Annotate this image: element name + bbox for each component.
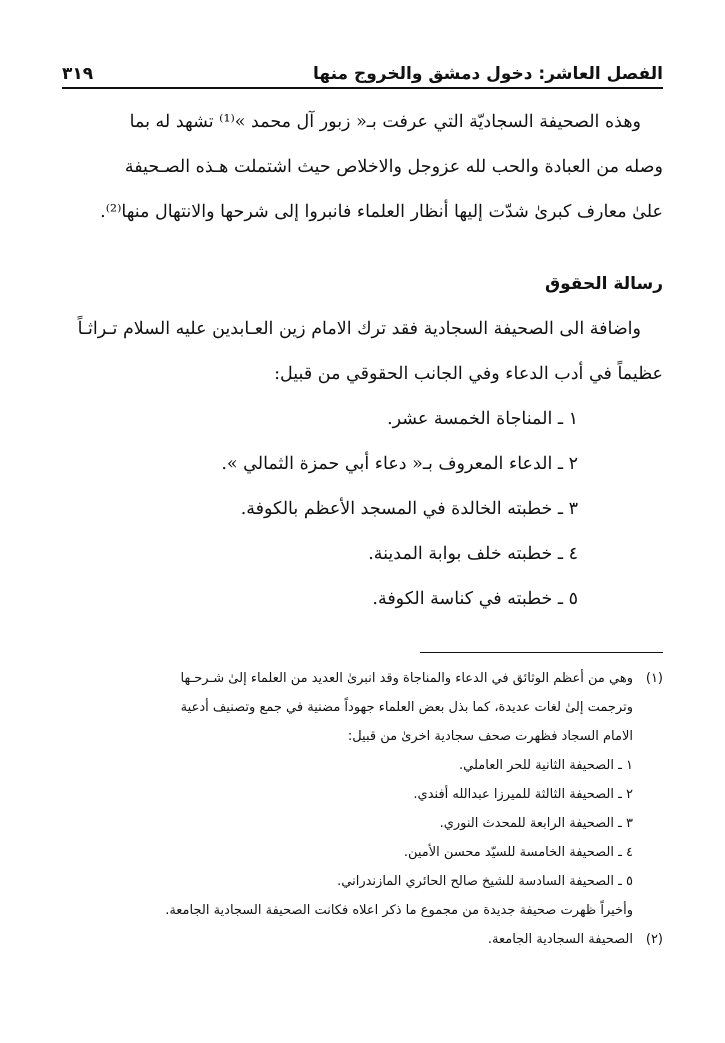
- section-heading: رسالة الحقوق: [544, 274, 663, 294]
- footnote-line: الصحيفة السجادية الجامعة.: [487, 932, 633, 947]
- footnotes: [62, 664, 663, 954]
- footnote-2: [62, 925, 663, 954]
- list-item: ٤ ـ خطبته خلف بوابة المدينة.: [368, 544, 578, 564]
- header-rule: [62, 87, 663, 89]
- list-item: ١ ـ المناجاة الخمسة عشر.: [387, 409, 578, 429]
- intro-line: واضافة الى الصحيفة السجادية فقد ترك الامام زين العـابدين عليه السلام تـراثـاً: [77, 319, 641, 339]
- chapter-title: الفصل العاشر: دخول دمشق والخروج منها: [313, 64, 663, 84]
- list-item: ٣ ـ خطبته الخالدة في المسجد الأعظم بالكوفة.: [240, 499, 578, 519]
- footnote-list-item: ١ ـ الصحيفة الثانية للحر العاملي.: [459, 758, 633, 773]
- main-text: [62, 100, 663, 622]
- footnote-list-item: ٥ ـ الصحيفة السادسة للشيخ صالح الحائري المازندراني.: [337, 874, 633, 889]
- footnote-list-item: ٤ ـ الصحيفة الخامسة للسيّد محسن الأمين.: [403, 845, 633, 860]
- footnote-separator: [420, 652, 663, 653]
- footnote-number: (٢): [645, 932, 663, 947]
- footnote-line: وأخيراً ظهرت صحيفة جديدة من مجموع ما ذكر اعلاه فكانت الصحيفة السجادية الجامعة.: [165, 903, 633, 918]
- footnote-line: وترجمت إلىٰ لغات عديدة، كما بذل بعض العلماء جهوداً مضنية في جمع وتصنيف أدعية: [180, 700, 633, 715]
- list-item: ٢ ـ الدعاء المعروف بـ« دعاء أبي حمزة الثمالي ».: [221, 454, 578, 474]
- page-number: ٣١٩: [62, 64, 94, 84]
- footnote-number: (١): [645, 671, 663, 686]
- running-header: [62, 50, 663, 84]
- footnote-1: [62, 664, 663, 693]
- footnote-line: الامام السجاد فظهرت صحف سجادية اخرىٰ من قبيل:: [347, 729, 633, 744]
- footnote-line: وهي من أعظم الوثائق في الدعاء والمناجاة وقد انبرىٰ العديد من العلماء إلىٰ شـرحـها: [180, 671, 633, 686]
- footnote-list-item: ٣ ـ الصحيفة الرابعة للمحدث النوري.: [439, 816, 633, 831]
- paragraph-line: وصله من العبادة والحب لله عزوجل والاخلاص حيث اشتملت هـذه الصـحيفة: [124, 157, 663, 177]
- intro-line: عظيماً في أدب الدعاء وفي الجانب الحقوقي من قبيل:: [274, 364, 663, 384]
- paragraph-line: علىٰ معارف كبرىٰ شدّت إليها أنظار العلماء فانبروا إلى شرحها والانتهال منها⁽²⁾.: [100, 202, 663, 222]
- footnote-list-item: ٢ ـ الصحيفة الثالثة للميرزا عبدالله أفندي.: [413, 787, 633, 802]
- list-item: ٥ ـ خطبته في كناسة الكوفة.: [372, 589, 578, 609]
- paragraph-line: وهذه الصحيفة السجاديّة التي عرفت بـ« زبور آل محمد »⁽¹⁾ تشهد له بما: [129, 112, 641, 132]
